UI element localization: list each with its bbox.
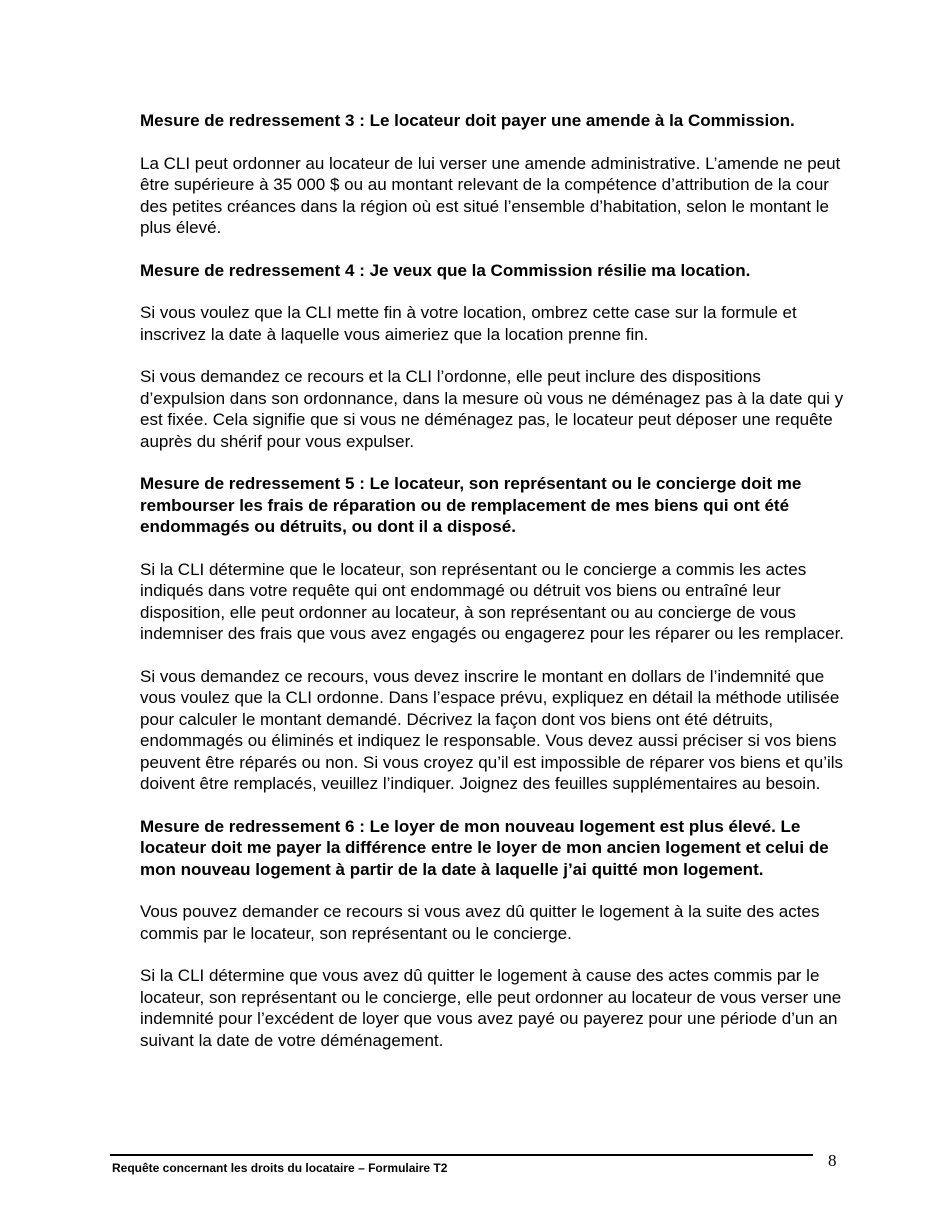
page-number: 8 bbox=[828, 1151, 837, 1170]
section-remedy-5 bbox=[140, 473, 845, 795]
section-remedy-6 bbox=[140, 816, 845, 1052]
paragraph: Si vous demandez ce recours, vous devez inscrire le montant en dollars de l’indemnité que vous voulez que la CLI ordonne. Dans l’espace prévu, expliquez en détail la méthode utilisée pour calculer le montant demandé. Décrivez la façon dont vos biens ont été détruits, endommagés ou éliminés et indiquez le responsable. Vous devez aussi préciser si vos biens peuvent être réparés ou non. Si vous croyez qu’il est impossible de réparer vos biens et qu’ils doivent être remplacés, veuillez l’indiquer. Joignez des feuilles supplémentaires au besoin. bbox=[140, 666, 844, 793]
section-heading: Mesure de redressement 6 : Le loyer de mon nouveau logement est plus élevé. Le locateur doit me payer la différence entre le loyer de mon ancien logement et celui de mon nouveau logement à partir de la date à laquelle j’ai quitté mon logement. bbox=[140, 816, 829, 879]
paragraph: Si vous demandez ce recours et la CLI l’ordonne, elle peut inclure des dispositions d’expulsion dans son ordonnance, dans la mesure où vous ne déménagez pas à la date qui y est fixée. Cela signifie que si vous ne déménagez pas, le locateur peut déposer une requête auprès du shérif pour vous expulser. bbox=[140, 367, 844, 451]
section-remedy-4 bbox=[140, 260, 845, 453]
section-heading: Mesure de redressement 3 : Le locateur doit payer une amende à la Commission. bbox=[140, 111, 795, 130]
footer-rule bbox=[110, 1154, 813, 1156]
section-heading: Mesure de redressement 5 : Le locateur, son représentant ou le concierge doit me rembourser les frais de réparation ou de remplacement de mes biens qui ont été endommagés ou détruits, ou dont il a disposé. bbox=[140, 474, 802, 536]
document-body bbox=[140, 110, 845, 1072]
section-heading: Mesure de redressement 4 : Je veux que la Commission résilie ma location. bbox=[140, 260, 751, 280]
paragraph: La CLI peut ordonner au locateur de lui verser une amende administrative. L’amende ne peut être supérieure à 35 000 $ ou au montant relevant de la compétence d’attribution de la cour des petites créances dans la région où est situé l’ensemble d’habitation, selon le montant le plus élevé. bbox=[140, 153, 841, 237]
section-remedy-3 bbox=[140, 110, 845, 239]
footer-form-title: Requête concernant les droits du locataire – Formulaire T2 bbox=[112, 1161, 448, 1175]
paragraph: Si la CLI détermine que le locateur, son représentant ou le concierge a commis les actes indiqués dans votre requête qui ont endommagé ou détruit vos biens ou entraîné leur disposition, elle peut ordonner au locateur, à son représentant ou au concierge de vous indemniser des frais que vous avez engagés ou engagerez pour les réparer ou les remplacer. bbox=[140, 559, 845, 643]
paragraph: Vous pouvez demander ce recours si vous avez dû quitter le logement à la suite des actes commis par le locateur, son représentant ou le concierge. bbox=[140, 902, 820, 943]
paragraph: Si vous voulez que la CLI mette fin à votre location, ombrez cette case sur la formule et inscrivez la date à laquelle vous aimeriez que la location prenne fin. bbox=[140, 303, 797, 344]
paragraph: Si la CLI détermine que vous avez dû quitter le logement à cause des actes commis par le locateur, son représentant ou le concierge, elle peut ordonner au locateur de vous verser une indemnité pour l’excédent de loyer que vous avez payé ou payerez pour une période d’un an suivant la date de votre déménagement. bbox=[140, 966, 842, 1050]
